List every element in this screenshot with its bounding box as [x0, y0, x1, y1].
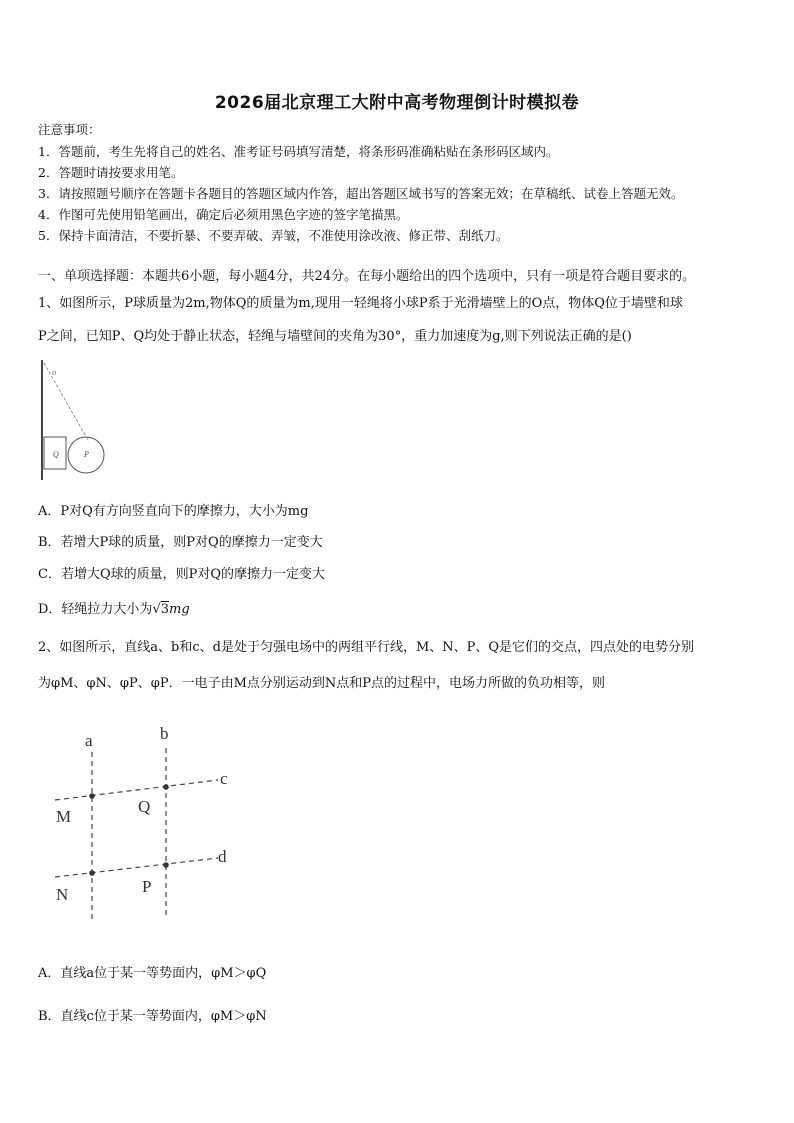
option-d-suffix: mg	[169, 602, 190, 617]
label-q: Q	[138, 797, 151, 816]
label-b: b	[160, 724, 169, 743]
rope-line	[44, 363, 88, 440]
notice-item: 1．答题前，考生先将自己的姓名、准考证号码填写清楚，将条形码准确粘贴在条形码区域内。	[38, 144, 559, 159]
point-n	[89, 870, 95, 876]
point-p	[163, 862, 169, 868]
label-a: a	[85, 731, 93, 750]
option-d-root: 3	[160, 602, 170, 617]
option-d-prefix: D．轻绳拉力大小为	[38, 602, 153, 617]
label-n: N	[56, 885, 69, 904]
notice-item: 2．答题时请按要求用笔。	[38, 165, 184, 180]
label-p: P	[84, 451, 89, 459]
label-o: o	[52, 369, 57, 377]
question-1-figure	[30, 355, 120, 485]
question-1-option-d	[38, 598, 190, 617]
question-2-figure	[40, 720, 250, 925]
notice-item: 5．保持卡面清洁，不要折暴、不要弄破、弄皱，不准使用涂改液、修正带、刮纸刀。	[38, 228, 509, 243]
label-p: P	[142, 877, 152, 896]
question-1-stem-line-1: 1、如图所示，P球质量为2m,物体Q的质量为m,现用一轻绳将小球P系于光滑墙壁上的O点，物体Q位于墙壁和球	[38, 296, 683, 311]
label-m: M	[56, 807, 72, 826]
label-d: d	[218, 847, 227, 866]
question-1-option-c: C．若增大Q球的质量，则P对Q的摩擦力一定变大	[38, 567, 326, 582]
question-2-stem-line-1: 2、如图所示，直线a、b和c、d是处于匀强电场中的两组平行线，M、N、P、Q是它们的交点，四点处的电势分别	[38, 640, 695, 655]
notice-item: 3．请按照题号顺序在答题卡各题目的答题区域内作答，超出答题区域书写的答案无效；在草稿纸、试卷上答题无效。	[38, 186, 684, 201]
page-title: 2026届北京理工大附中高考物理倒计时模拟卷	[214, 93, 580, 113]
line-c	[55, 780, 218, 800]
notice-heading: 注意事项：	[38, 122, 101, 137]
question-2-option-a: A．直线a位于某一等势面内，φM＞φQ	[38, 966, 267, 981]
sqrt-sign: √	[152, 602, 161, 617]
line-d	[55, 858, 218, 877]
section-heading: 一、单项选择题：本题共6小题，每小题4分，共24分。在每小题给出的四个选项中，只有一项是符合题目要求的。	[38, 269, 696, 284]
question-1-option-a: A．P对Q有方向竖直向下的摩擦力，大小为mg	[38, 504, 309, 519]
question-1-option-b: B．若增大P球的质量，则P对Q的摩擦力一定变大	[38, 535, 323, 550]
point-m	[89, 793, 95, 799]
point-q	[163, 784, 169, 790]
question-2-stem-line-2: 为φM、φN、φP、φP．一电子由M点分别运动到N点和P点的过程中，电场力所做的负功相等，则	[38, 676, 606, 691]
label-q: Q	[53, 451, 59, 459]
label-c: c	[220, 769, 228, 788]
question-1-stem-line-2: P之间，已知P、Q均处于静止状态，轻绳与墙壁间的夹角为30°，重力加速度为g,则下列说法正确的是()	[38, 329, 632, 344]
question-2-option-b: B．直线c位于某一等势面内，φM＞φN	[38, 1009, 267, 1024]
notice-item: 4．作图可先使用铅笔画出，确定后必须用黑色字迹的签字笔描黑。	[38, 207, 409, 222]
